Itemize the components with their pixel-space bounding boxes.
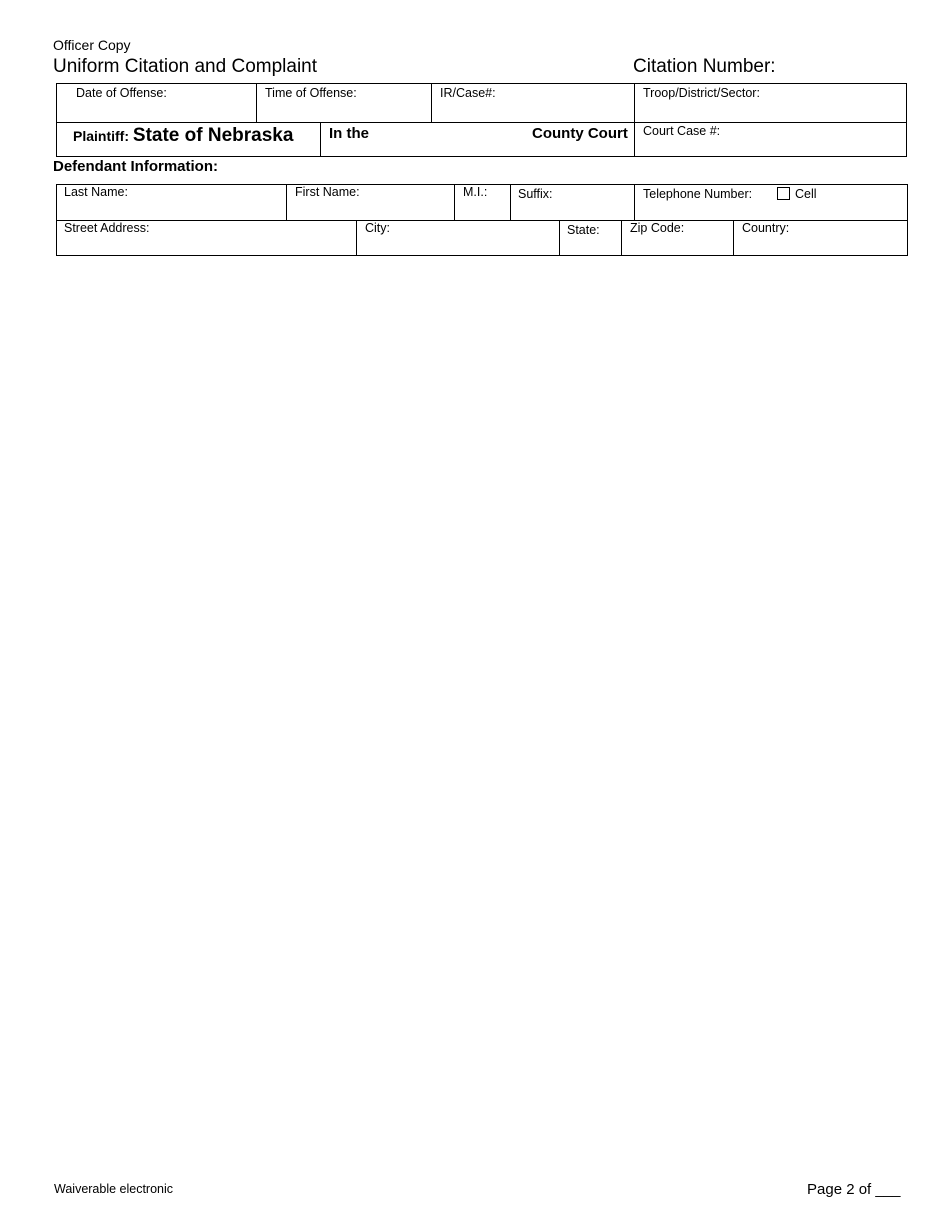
defendant-table-divider	[356, 220, 357, 256]
court-case-field[interactable]: Court Case #:	[643, 124, 721, 138]
time-of-offense-field[interactable]: Time of Offense:	[265, 86, 357, 100]
troop-district-sector-field[interactable]: Troop/District/Sector:	[643, 86, 760, 100]
middle-initial-field[interactable]: M.I.:	[463, 185, 488, 199]
defendant-table-divider	[621, 220, 622, 256]
citation-number-label: Citation Number:	[633, 56, 776, 77]
ir-case-field[interactable]: IR/Case#:	[440, 86, 496, 100]
plaintiff-label: Plaintiff:	[73, 128, 129, 144]
document-title: Uniform Citation and Complaint	[53, 56, 318, 77]
cell-checkbox-label: Cell	[795, 187, 817, 201]
date-of-offense-field[interactable]: Date of Offense:	[76, 86, 167, 100]
state-field[interactable]: State:	[567, 223, 600, 237]
case-table-divider	[431, 83, 432, 122]
defendant-table-divider	[559, 220, 560, 256]
defendant-table-divider	[286, 184, 287, 220]
case-table-divider	[634, 83, 635, 157]
defendant-section-title: Defendant Information:	[53, 158, 218, 175]
plaintiff-line	[73, 125, 293, 147]
case-table-divider	[256, 83, 257, 122]
case-table-row-divider	[56, 122, 907, 123]
page-number: Page 2 of ___	[807, 1181, 901, 1198]
defendant-table-divider	[510, 184, 511, 220]
zip-code-field[interactable]: Zip Code:	[630, 221, 685, 235]
suffix-field[interactable]: Suffix:	[518, 187, 553, 201]
telephone-number-field[interactable]: Telephone Number:	[643, 187, 753, 201]
plaintiff-value: State of Nebraska	[132, 125, 294, 146]
first-name-field[interactable]: First Name:	[295, 185, 360, 199]
defendant-table-divider	[634, 184, 635, 220]
case-table-divider	[320, 122, 321, 157]
defendant-table-divider	[733, 220, 734, 256]
last-name-field[interactable]: Last Name:	[64, 185, 128, 199]
country-field[interactable]: Country:	[742, 221, 790, 235]
street-address-field[interactable]: Street Address:	[64, 221, 150, 235]
in-the-label: In the	[329, 125, 369, 142]
cell-checkbox[interactable]	[777, 187, 790, 200]
city-field[interactable]: City:	[365, 221, 390, 235]
copy-label: Officer Copy	[53, 37, 131, 53]
footer-note: Waiverable electronic	[54, 1182, 174, 1196]
defendant-table-divider	[454, 184, 455, 220]
county-court-label: County Court	[532, 125, 628, 142]
